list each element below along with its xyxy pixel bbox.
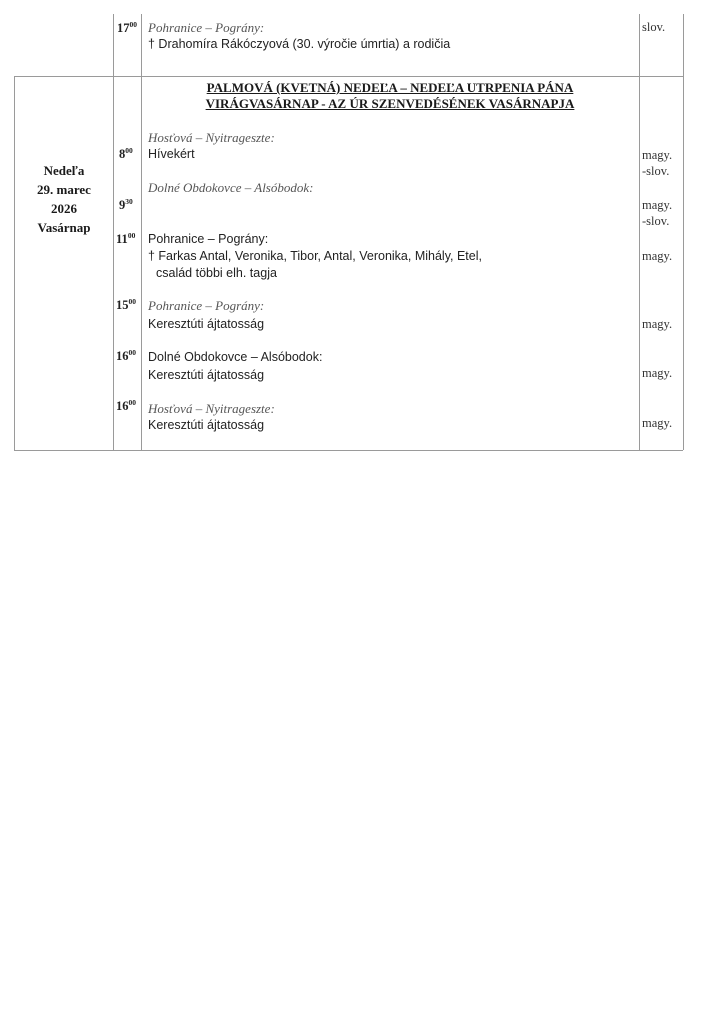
entry-time: $8^{00}$ <box>119 146 133 161</box>
grid-line <box>14 450 683 451</box>
grid-line <box>141 76 142 450</box>
entry-intention: † Farkas Antal, Veronika, Tibor, Antal, Veronika, Mihály, Etel, <box>148 249 482 263</box>
entry-language: magy. <box>642 148 673 162</box>
entry-location: Pohranice – Pográny: <box>148 232 269 246</box>
entry-time: $11^{00}$ <box>116 231 136 246</box>
entry-time: $15^{00}$ <box>116 297 136 312</box>
grid-line <box>683 76 684 450</box>
grid-line <box>639 76 640 450</box>
entry-time: $17^{00}$ <box>117 20 137 35</box>
entry-language: magy. <box>642 317 673 331</box>
entry-location: Hosťová – Nyitrageszte: <box>148 130 275 145</box>
entry-location: Pohranice – Pográny: <box>148 20 265 35</box>
entry-intention: Hívekért <box>148 147 195 161</box>
entry-location: Hosťová – Nyitrageszte: <box>148 401 275 416</box>
feast-heading <box>141 80 639 112</box>
entry-time: $16^{00}$ <box>116 348 136 363</box>
day-name: Nedeľa <box>43 163 85 178</box>
entry-intention: † Drahomíra Rákóczyová (30. výročie úmrtia) a rodičia <box>148 37 451 51</box>
entry-intention: Keresztúti ájtatosság <box>148 368 265 382</box>
grid-line <box>113 76 114 450</box>
entry-language: magy. <box>642 416 673 430</box>
grid-line <box>113 14 114 76</box>
grid-line <box>14 76 15 450</box>
entry-time: $9^{30}$ <box>119 197 133 212</box>
feast-heading-sk: PALMOVÁ (KVETNÁ) NEDEĽA – NEDEĽA UTRPENIA PÁNA <box>206 80 574 95</box>
entry-intention-2: család többi elh. tagja <box>156 266 277 280</box>
day-year: 2026 <box>51 201 77 216</box>
entry-language: magy. <box>642 198 673 212</box>
entry-language: magy. <box>642 366 673 380</box>
entry-intention: Keresztúti ájtatosság <box>148 418 265 432</box>
entry-language-2: -slov. <box>642 164 670 178</box>
day-name-hu: Vasárnap <box>37 220 91 235</box>
grid-line <box>141 14 142 76</box>
entry-language: slov. <box>642 20 666 34</box>
feast-heading-hu: VIRÁGVASÁRNAP - AZ ÚR SZENVEDÉSÉNEK VASÁRNAPJA <box>205 96 575 111</box>
entry-location: Pohranice – Pográny: <box>148 298 265 313</box>
grid-line <box>639 14 640 76</box>
day-cell <box>14 161 114 237</box>
entry-intention: Keresztúti ájtatosság <box>148 317 265 331</box>
entry-language: magy. <box>642 249 673 263</box>
entry-time: $16^{00}$ <box>116 398 136 413</box>
day-date: 29. marec <box>37 182 91 197</box>
grid-line <box>683 14 684 76</box>
entry-language-2: -slov. <box>642 214 670 228</box>
grid-line <box>14 76 683 77</box>
entry-location: Dolné Obdokovce – Alsóbodok: <box>148 180 314 195</box>
entry-location: Dolné Obdokovce – Alsóbodok: <box>148 350 323 364</box>
